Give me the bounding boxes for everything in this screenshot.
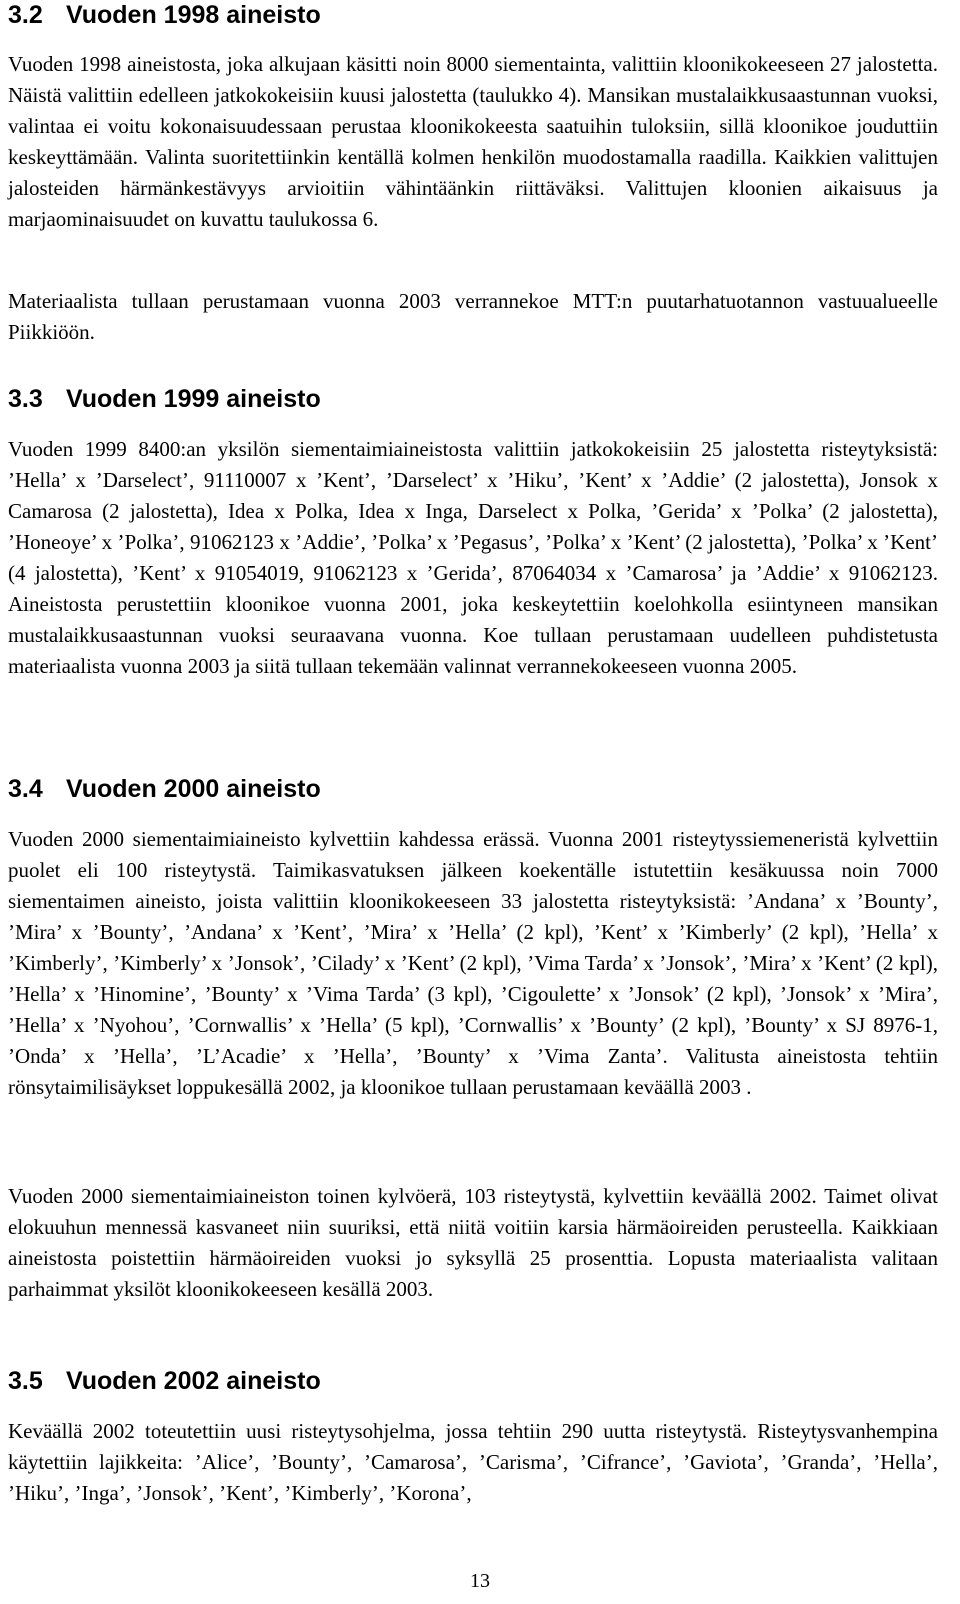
section-number: 3.2: [8, 1, 43, 29]
section-number: 3.3: [8, 385, 43, 413]
section-title: Vuoden 1999 aineisto: [66, 385, 321, 413]
paragraph: Vuoden 1998 aineistosta, joka alkujaan käsitti noin 8000 siementainta, valittiin kloonikokeeseen 27 jalostetta. Näistä valittiin edelleen jatkokokeisiin kuusi jalostetta (taulukko 4). Mansikan mustalaikkusaastunnan vuoksi, valintaa ei voitu kokonaisuudessaan perustaa kloonikokeesta saatuihin tuloksiin, sillä kloonikoe jouduttiin keskeyttämään. Valinta suoritettiinkin kentällä kolmen henkilön muodostamalla raadilla. Kaikkien valittujen jalosteiden härmänkestävyys arvioitiin vähintäänkin riittäväksi. Valittujen kloonien aikaisuus ja marjaominaisuudet on kuvattu taulukossa 6.: [8, 52, 938, 231]
section-heading-3-4: [8, 774, 321, 804]
paragraph: Materiaalista tullaan perustamaan vuonna 2003 verrannekoe MTT:n puutarhatuotannon vastuualueelle Piikkiöön.: [8, 289, 938, 344]
page-number: 13: [470, 1570, 490, 1592]
paragraph: Vuoden 2000 siementaimiaineisto kylvettiin kahdessa erässä. Vuonna 2001 risteytyssiemeneristä kylvettiin puolet eli 100 risteytystä. Taimikasvatuksen jälkeen koekentälle istutettiin kesäkuussa noin 7000 siementaimen aineisto, joista valittiin kloonikokeeseen 33 jalostetta risteytyksistä: ’Andana’ x ’Bounty’, ’Mira’ x ’Bounty’, ’Andana’ x ’Kent’, ’Mira’ x ’Hella’ (2 kpl), ’Kent’ x ’Kimberly’ (2 kpl), ’Hella’ x ’Kimberly’, ’Kimberly’ x ’Jonsok’, ’Cilady’ x ’Kent’ (2 kpl), ’Vima Tarda’ x ’Jonsok’, ’Mira’ x ’Kent’ (2 kpl), ’Hella’ x ’Hinomine’, ’Bounty’ x ’Vima Tarda’ (3 kpl), ’Cigoulette’ x ’Jonsok’ (2 kpl), ’Jonsok’ x ’Mira’, ’Hella’ x ’Nyohou’, ’Cornwallis’ x ’Hella’ (5 kpl), ’Cornwallis’ x ’Bounty’ (2 kpl), ’Bounty’ x SJ 8976-1, ’Onda’ x ’Hella’, ’L’Acadie’ x ’Hella’, ’Bounty’ x ’Vima Zanta’. Valitusta aineistosta tehtiin rönsytaimilisäykset loppukesällä 2002, ja kloonikoe tullaan perustamaan keväällä 2003 .: [8, 827, 938, 1099]
section-title: Vuoden 1998 aineisto: [66, 1, 321, 29]
section-number: 3.5: [8, 1367, 43, 1395]
section-number: 3.4: [8, 775, 43, 803]
section-title: Vuoden 2002 aineisto: [66, 1367, 321, 1395]
section-heading-3-5: [8, 1366, 321, 1396]
section-heading-3-2: [8, 0, 321, 30]
section-title: Vuoden 2000 aineisto: [66, 775, 321, 803]
paragraph: Vuoden 2000 siementaimiaineiston toinen kylvöerä, 103 risteytystä, kylvettiin keväällä 2002. Taimet olivat elokuuhun mennessä kasvaneet niin suuriksi, että niitä voitiin karsia härmäoireiden perusteella. Kaikkiaan aineistosta poistettiin härmäoireiden vuoksi jo syksyllä 25 prosenttia. Lopusta materiaalista valitaan parhaimmat yksilöt kloonikokeeseen kesällä 2003.: [8, 1184, 938, 1301]
section-heading-3-3: [8, 384, 321, 414]
paragraph: Vuoden 1999 8400:an yksilön siementaimiaineistosta valittiin jatkokokeisiin 25 jalostetta risteytyksistä: ’Hella’ x ’Darselect’, 91110007 x ’Kent’, ’Darselect’ x ’Hiku’, ’Kent’ x ’Addie’ (2 jalostetta), Jonsok x Camarosa (2 jalostetta), Idea x Polka, Idea x Inga, Darselect x Polka, ’Gerida’ x ’Polka’ (2 jalostetta), ’Honeoye’ x ’Polka’, 91062123 x ’Addie’, ’Polka’ x ’Pegasus’, ’Polka’ x ’Kent’ (2 jalostetta), ’Polka’ x ’Kent’ (4 jalostetta), ’Kent’ x 91054019, 91062123 x ’Gerida’, 87064034 x ’Camarosa’ ja ’Addie’ x 91062123. Aineistosta perustettiin kloonikoe vuonna 2001, joka keskeytettiin koelohkolla esiintyneen mansikan mustalaikkusaastunnan vuoksi seuraavana vuonna. Koe tullaan perustamaan uudelleen puhdistetusta materiaalista vuonna 2003 ja siitä tullaan tekemään valinnat verrannekokeeseen vuonna 2005.: [8, 437, 938, 678]
paragraph: Keväällä 2002 toteutettiin uusi risteytysohjelma, jossa tehtiin 290 uutta risteytystä. Risteytysvanhempina käytettiin lajikkeita: ’Alice’, ’Bounty’, ’Camarosa’, ’Carisma’, ’Cifrance’, ’Gaviota’, ’Granda’, ’Hella’, ’Hiku’, ’Inga’, ’Jonsok’, ’Kent’, ’Kimberly’, ’Korona’,: [8, 1419, 938, 1505]
